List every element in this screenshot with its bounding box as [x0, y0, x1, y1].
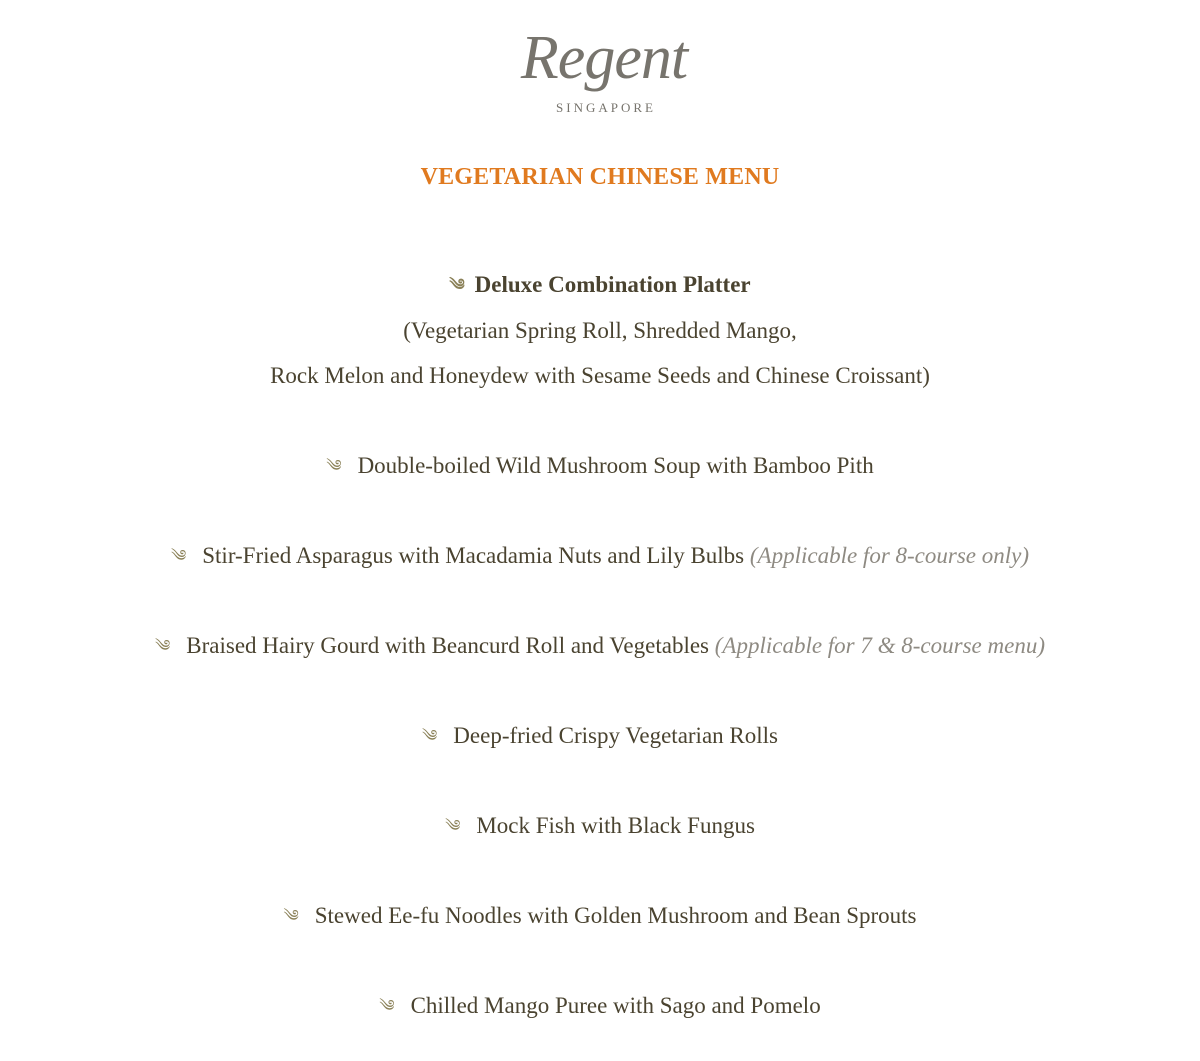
menu-title: VEGETARIAN CHINESE MENU — [420, 164, 780, 190]
course-description: Rock Melon and Honeydew with Sesame Seeds and Chinese Croissant) — [270, 363, 930, 388]
course-item — [0, 270, 1200, 301]
course-item — [0, 451, 1200, 482]
logo-wordmark: Regent — [520, 24, 688, 92]
course-item — [0, 811, 1200, 842]
fleuron-icon: ༄ — [283, 908, 299, 925]
course-name: Braised Hairy Gourd with Beancurd Roll and Vegetables — [186, 633, 709, 658]
course-name: Deep-fried Crispy Vegetarian Rolls — [453, 723, 778, 748]
course-item — [0, 991, 1200, 1022]
course-name: Stir-Fried Asparagus with Macadamia Nuts and Lily Bulbs — [202, 543, 745, 568]
fleuron-icon: ༄ — [449, 277, 465, 294]
fleuron-icon: ༄ — [155, 638, 171, 655]
course-name: Double-boiled Wild Mushroom Soup with Bamboo Pith — [357, 453, 874, 478]
course-note: (Applicable for 7 & 8-course menu) — [714, 633, 1045, 658]
regent-logo — [0, 18, 1200, 116]
fleuron-icon: ༄ — [445, 818, 461, 835]
course-item — [0, 721, 1200, 752]
fleuron-icon: ༄ — [379, 998, 395, 1015]
course-item — [0, 541, 1200, 572]
course-name: Deluxe Combination Platter — [474, 272, 751, 297]
course-item — [0, 901, 1200, 932]
fleuron-icon: ༄ — [170, 548, 187, 565]
course-item — [0, 631, 1200, 662]
course-name: Chilled Mango Puree with Sago and Pomelo — [410, 993, 821, 1018]
fleuron-icon: ༄ — [422, 728, 438, 745]
course-description: (Vegetarian Spring Roll, Shredded Mango, — [403, 318, 797, 343]
course-note: (Applicable for 8-course only) — [749, 543, 1030, 568]
course-name: Stewed Ee-fu Noodles with Golden Mushroom and Bean Sprouts — [314, 903, 917, 928]
logo-subtitle: SINGAPORE — [556, 100, 656, 115]
fleuron-icon: ༄ — [326, 458, 342, 475]
course-name: Mock Fish with Black Fungus — [476, 813, 755, 838]
